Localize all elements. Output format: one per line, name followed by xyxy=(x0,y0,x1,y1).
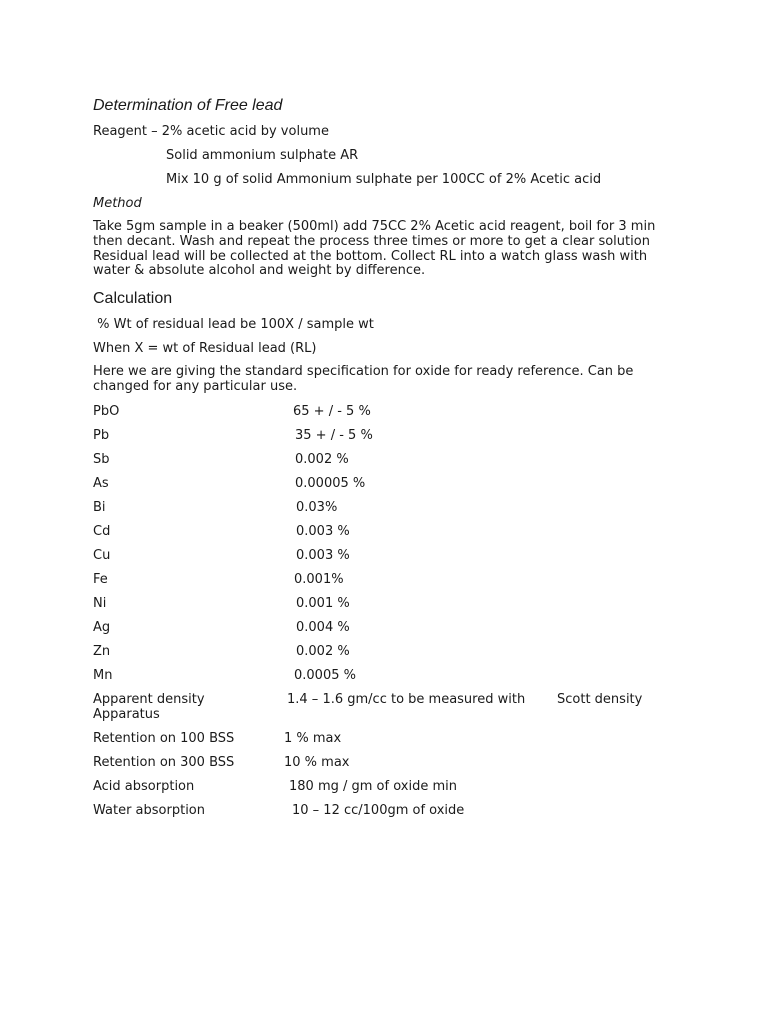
spec-value: 0.002 % xyxy=(296,644,350,659)
spec-row xyxy=(93,779,673,795)
calculation-where: When X = wt of Residual lead (RL) xyxy=(93,341,317,356)
spec-value: 180 mg / gm of oxide min xyxy=(289,779,457,794)
spec-value: 10 % max xyxy=(284,755,350,770)
spec-name: Mn xyxy=(93,668,113,683)
spec-value: 65 + / - 5 % xyxy=(293,404,371,419)
spec-name: Retention on 300 BSS xyxy=(93,755,235,770)
spec-row xyxy=(93,596,673,612)
reagent-mix-instruction: Mix 10 g of solid Ammonium sulphate per 100CC of 2% Acetic acid xyxy=(166,172,602,187)
spec-row xyxy=(93,428,673,444)
spec-value: 1.4 – 1.6 gm/cc to be measured with xyxy=(287,692,526,707)
method-paragraph: Take 5gm sample in a beaker (500ml) add 75CC 2% Acetic acid reagent, boil for 3 min then decant. Wash and repeat the process three times or more to get a clear solution Residual lead will be collected at the bottom. Collect RL into a watch glass wash with water & absolute alcohol and weight by difference. xyxy=(93,219,656,279)
spec-value: 0.03% xyxy=(296,500,338,515)
page-title: Determination of Free lead xyxy=(93,97,283,114)
spec-name: Zn xyxy=(93,644,111,659)
spec-row xyxy=(93,500,673,516)
spec-row xyxy=(93,755,673,771)
method-heading: Method xyxy=(93,196,142,211)
spec-row xyxy=(93,620,673,636)
spec-name: Sb xyxy=(93,452,110,467)
spec-row xyxy=(93,524,673,540)
spec-row-apparent-density xyxy=(93,692,673,724)
spec-name: Water absorption xyxy=(93,803,206,818)
spec-row xyxy=(93,668,673,684)
spec-value-continued: Scott density xyxy=(557,692,643,707)
spec-name: As xyxy=(93,476,109,491)
spec-row xyxy=(93,803,673,819)
reagent-ammonium-sulphate: Solid ammonium sulphate AR xyxy=(166,148,359,163)
spec-value-wrapped: Apparatus xyxy=(93,707,160,722)
spec-row xyxy=(93,548,673,564)
spec-name: Bi xyxy=(93,500,106,515)
spec-name: Fe xyxy=(93,572,108,587)
spec-value: 0.00005 % xyxy=(295,476,366,491)
spec-value: 0.003 % xyxy=(296,524,350,539)
spec-row xyxy=(93,404,673,420)
spec-name: Cu xyxy=(93,548,111,563)
calculation-heading: Calculation xyxy=(93,290,173,307)
spec-name: Cd xyxy=(93,524,111,539)
spec-value: 10 – 12 cc/100gm of oxide xyxy=(292,803,465,818)
spec-name: Apparent density xyxy=(93,692,205,707)
spec-name: Pb xyxy=(93,428,110,443)
spec-name: PbO xyxy=(93,404,120,419)
reagent-line: Reagent – 2% acetic acid by volume xyxy=(93,124,329,139)
spec-value: 0.004 % xyxy=(296,620,350,635)
calculation-formula: % Wt of residual lead be 100X / sample wt xyxy=(93,317,374,332)
spec-value: 0.001 % xyxy=(296,596,350,611)
spec-value: 1 % max xyxy=(284,731,342,746)
spec-name: Retention on 100 BSS xyxy=(93,731,235,746)
spec-value: 0.0005 % xyxy=(294,668,356,683)
specification-note: Here we are giving the standard specification for oxide for ready reference. Can be changed for any particular use. xyxy=(93,364,634,394)
spec-row xyxy=(93,572,673,588)
spec-row xyxy=(93,452,673,468)
spec-value: 0.002 % xyxy=(295,452,349,467)
spec-row xyxy=(93,731,673,747)
spec-name: Ni xyxy=(93,596,107,611)
spec-value: 0.003 % xyxy=(296,548,350,563)
spec-value: 35 + / - 5 % xyxy=(295,428,373,443)
spec-row xyxy=(93,476,673,492)
spec-name: Acid absorption xyxy=(93,779,195,794)
spec-value: 0.001% xyxy=(294,572,344,587)
spec-row xyxy=(93,644,673,660)
spec-name: Ag xyxy=(93,620,111,635)
